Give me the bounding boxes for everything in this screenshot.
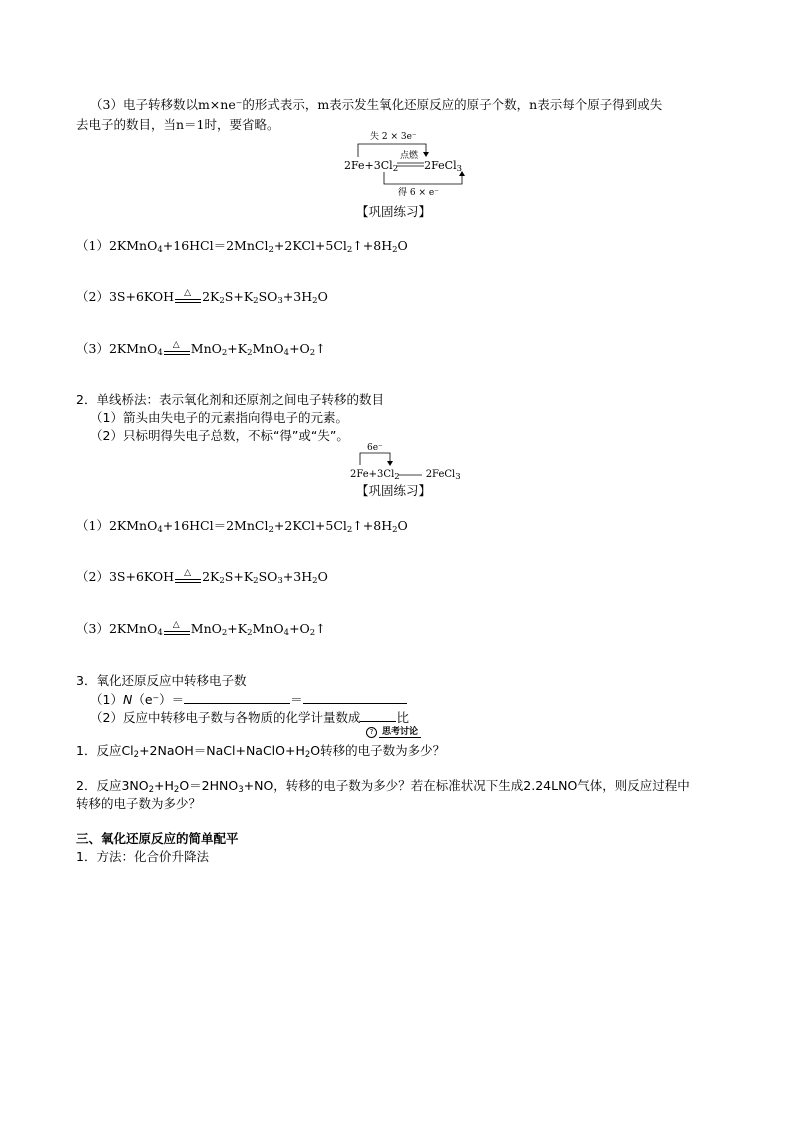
electron-label: 6e⁻ — [367, 443, 383, 453]
answer-blank-2[interactable] — [303, 691, 407, 704]
condition-label: 点燃 — [400, 151, 419, 161]
think-discuss-badge: ? 思考讨论 — [366, 726, 421, 738]
heat-arrow: △ — [175, 292, 201, 304]
intro-line-1: （3）电子转移数以m×ne⁻的形式表示，m表示发生氧化还原反应的原子个数，n表示每个原子得到或失 — [90, 97, 663, 112]
exercise-1: $(1)2KMnO_4+16HCl=2MnCl_2+2KCl+5Cl_2↑+8H_2O$ — [76, 238, 408, 255]
section-2-point-2: （2）只标明得失电子总数，不标“得”或“失”。 — [90, 428, 349, 443]
section-3-point-2: （2）反应中转移电子数与各物质的化学计量数成 比 — [90, 710, 409, 725]
question-2-line-1: 2．反应$3NO_2+H_2O=2HNO_3+NO$，转移的电子数为多少？若在标准状况下生成2.24LNO气体，则反应过程中 — [76, 778, 690, 795]
exercise-2: （2）3S+6KOH △ $2K_2S+K_2SO_3+3H_2O$ — [76, 287, 328, 306]
question-1: 1．反应$Cl_2+2NaOH=NaCl+NaClO+H_2O$转移的电子数为多少？ — [76, 743, 446, 760]
answer-blank-1[interactable] — [184, 691, 290, 704]
heat-arrow: △ — [164, 344, 190, 356]
question-bubble-icon: ? — [366, 727, 377, 738]
section-2-title: 2．单线桥法：表示氧化剂和还原剂之间电子转移的数目 — [76, 392, 384, 407]
heat-arrow: △ — [164, 624, 190, 636]
section-three-method: 1．方法：化合价升降法 — [76, 849, 209, 864]
section-2-point-1: （1）箭头由失电子的元素指向得电子的元素。 — [90, 410, 348, 425]
exercise-3b: （3）2KMnO$_4$ △ $MnO_2+K_2MnO_4+O_2↑$ — [76, 619, 326, 638]
single-equation-row: $2Fe+3Cl_2$ 2FeCl$_3$ — [350, 469, 461, 482]
equation-row: $2Fe+3Cl_2$ 2FeCl$_3$ — [344, 159, 463, 174]
answer-blank-3[interactable] — [360, 709, 396, 722]
intro-line-2: 去电子的数目，当n＝1时，要省略。 — [76, 117, 280, 132]
lose-label: 失 2 × 3e⁻ — [370, 132, 417, 142]
exercise-1b: $(1)2KMnO_4+16HCl=2MnCl_2+2KCl+5Cl_2↑+8H_2O$ — [76, 518, 408, 535]
double-bridge-diagram — [340, 130, 480, 200]
section-3-title: 3．氧化还原反应中转移电子数 — [76, 673, 247, 688]
practice-title-2: 【巩固练习】 — [356, 483, 432, 498]
exercise-2b: （2）3S+6KOH △ $2K_2S+K_2SO_3+3H_2O$ — [76, 567, 328, 586]
heat-arrow: △ — [175, 572, 201, 584]
question-2-line-2: 转移的电子数为多少？ — [76, 796, 202, 811]
single-bridge-diagram — [346, 443, 466, 483]
section-3-point-1: （1）N（e⁻）＝ ＝ — [90, 691, 407, 708]
practice-title-1: 【巩固练习】 — [356, 204, 432, 219]
exercise-3: （3）2KMnO$_4$ △ $MnO_2+K_2MnO_4+O_2↑$ — [76, 339, 326, 358]
gain-label: 得 6 × e⁻ — [398, 188, 439, 198]
section-three-title: 三、氧化还原反应的简单配平 — [76, 831, 239, 846]
